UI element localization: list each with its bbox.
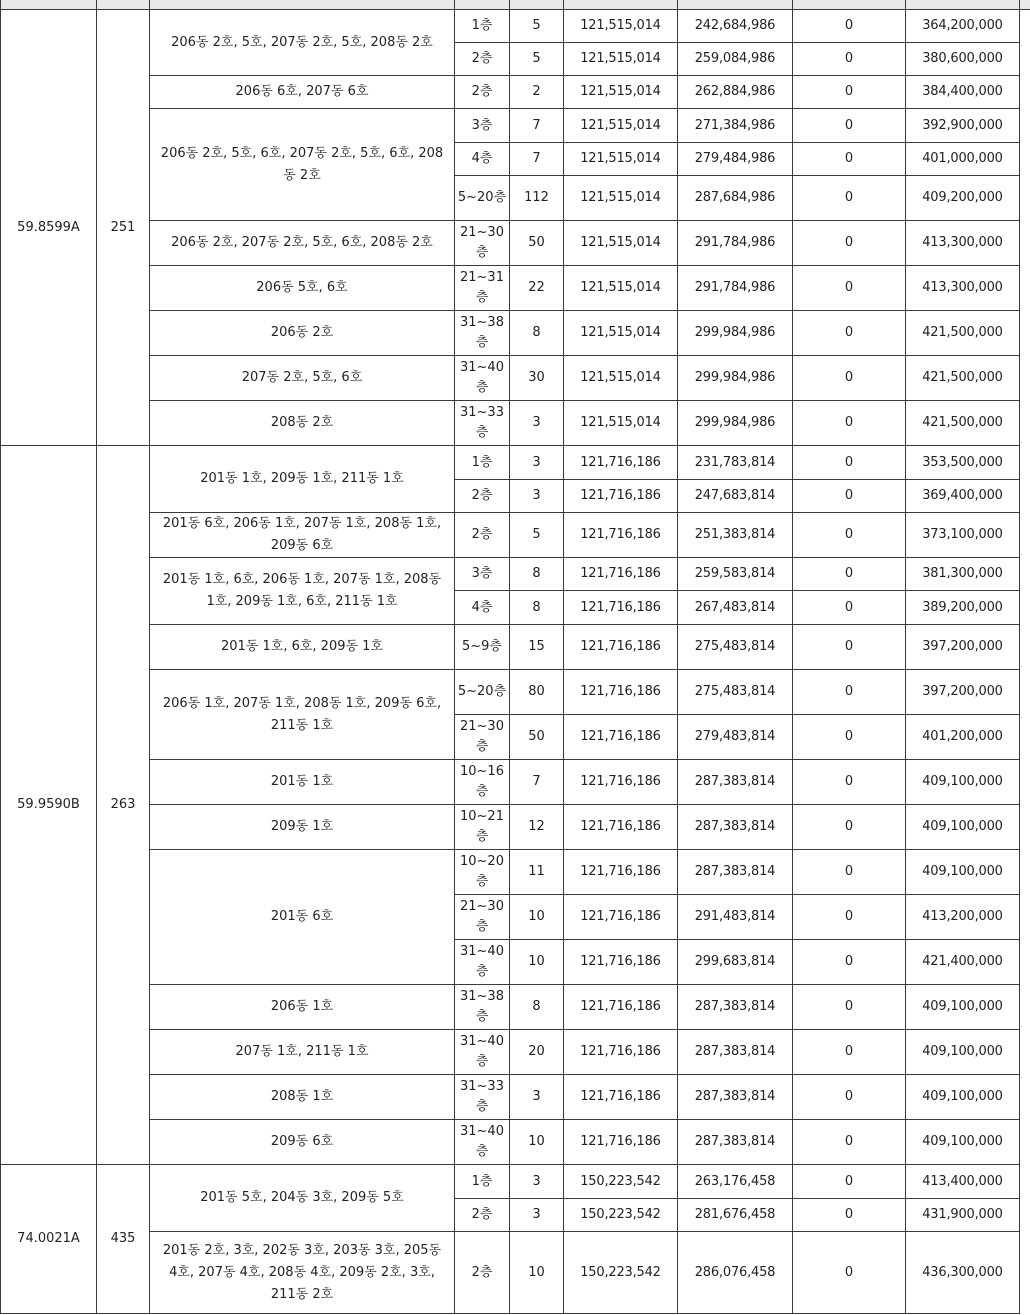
floor-cell: 21~30층 bbox=[455, 895, 510, 940]
building-unit-cell: 201동 2호, 3호, 202동 3호, 203동 3호, 205동 4호, 207동 4호, 208동 4호, 209동 2호, 3호, 211동 2호 bbox=[150, 1232, 455, 1314]
units-cell: 3 bbox=[510, 401, 564, 446]
total-price-cell: 384,400,000 bbox=[906, 76, 1020, 109]
table-row bbox=[1, 670, 1030, 715]
building-price-cell: 262,884,986 bbox=[678, 76, 793, 109]
building-unit-cell: 208동 1호 bbox=[150, 1075, 455, 1120]
total-price-cell: 364,200,000 bbox=[906, 10, 1020, 43]
vat-cell: 0 bbox=[793, 1075, 906, 1120]
floor-cell: 21~30층 bbox=[455, 715, 510, 760]
floor-cell: 5~9층 bbox=[455, 625, 510, 670]
unit-count-cell: 435 bbox=[97, 1165, 150, 1314]
floor-cell: 10~20층 bbox=[455, 850, 510, 895]
units-cell: 50 bbox=[510, 221, 564, 266]
total-price-cell: 421,500,000 bbox=[906, 356, 1020, 401]
land-price-cell: 121,716,186 bbox=[564, 1120, 678, 1165]
vat-cell: 0 bbox=[793, 311, 906, 356]
land-price-cell: 121,716,186 bbox=[564, 558, 678, 591]
building-price-cell: 287,684,986 bbox=[678, 176, 793, 221]
table-row bbox=[1, 446, 1030, 480]
floor-cell: 21~30층 bbox=[455, 221, 510, 266]
vat-cell: 0 bbox=[793, 558, 906, 591]
total-price-cell: 409,100,000 bbox=[906, 985, 1020, 1030]
floor-cell: 2층 bbox=[455, 1232, 510, 1314]
total-price-cell: 413,400,000 bbox=[906, 1165, 1020, 1199]
vat-cell: 0 bbox=[793, 850, 906, 895]
building-price-cell: 275,483,814 bbox=[678, 670, 793, 715]
table-row bbox=[1, 805, 1030, 850]
building-price-cell: 287,383,814 bbox=[678, 1120, 793, 1165]
land-price-cell: 121,716,186 bbox=[564, 715, 678, 760]
vat-cell: 0 bbox=[793, 513, 906, 558]
floor-cell: 10~21층 bbox=[455, 805, 510, 850]
extra-column bbox=[1020, 10, 1030, 446]
land-price-cell: 121,515,014 bbox=[564, 43, 678, 76]
building-price-cell: 291,483,814 bbox=[678, 895, 793, 940]
table-row bbox=[1, 401, 1030, 446]
building-unit-cell: 206동 5호, 6호 bbox=[150, 266, 455, 311]
units-cell: 8 bbox=[510, 985, 564, 1030]
table-row bbox=[1, 513, 1030, 558]
total-price-cell: 413,200,000 bbox=[906, 895, 1020, 940]
total-price-cell: 397,200,000 bbox=[906, 670, 1020, 715]
floor-cell: 1층 bbox=[455, 1165, 510, 1199]
land-price-cell: 121,515,014 bbox=[564, 266, 678, 311]
building-unit-cell: 208동 2호 bbox=[150, 401, 455, 446]
units-cell: 8 bbox=[510, 558, 564, 591]
total-price-cell: 409,100,000 bbox=[906, 1120, 1020, 1165]
table-row bbox=[1, 1030, 1030, 1075]
building-price-cell: 279,484,986 bbox=[678, 143, 793, 176]
vat-cell: 0 bbox=[793, 446, 906, 480]
floor-cell: 2층 bbox=[455, 76, 510, 109]
building-price-cell: 281,676,458 bbox=[678, 1199, 793, 1232]
units-cell: 15 bbox=[510, 625, 564, 670]
extra-column bbox=[1020, 446, 1030, 1165]
building-unit-cell: 206동 2호, 5호, 207동 2호, 5호, 208동 2호 bbox=[150, 10, 455, 76]
building-price-cell: 291,784,986 bbox=[678, 221, 793, 266]
building-unit-cell: 201동 6호, 206동 1호, 207동 1호, 208동 1호, 209동 6호 bbox=[150, 513, 455, 558]
land-price-cell: 121,716,186 bbox=[564, 760, 678, 805]
total-price-cell: 421,500,000 bbox=[906, 401, 1020, 446]
table-row bbox=[1, 311, 1030, 356]
total-price-cell: 436,300,000 bbox=[906, 1232, 1020, 1314]
table-row bbox=[1, 76, 1030, 109]
unit-count-cell: 251 bbox=[97, 10, 150, 446]
floor-cell: 2층 bbox=[455, 480, 510, 513]
vat-cell: 0 bbox=[793, 109, 906, 143]
floor-cell: 5~20층 bbox=[455, 176, 510, 221]
total-price-cell: 409,100,000 bbox=[906, 760, 1020, 805]
land-price-cell: 121,716,186 bbox=[564, 1075, 678, 1120]
units-cell: 12 bbox=[510, 805, 564, 850]
units-cell: 10 bbox=[510, 895, 564, 940]
floor-cell: 1층 bbox=[455, 446, 510, 480]
vat-cell: 0 bbox=[793, 1030, 906, 1075]
vat-cell: 0 bbox=[793, 1232, 906, 1314]
units-cell: 50 bbox=[510, 715, 564, 760]
total-price-cell: 401,200,000 bbox=[906, 715, 1020, 760]
vat-cell: 0 bbox=[793, 10, 906, 43]
building-unit-cell: 206동 1호 bbox=[150, 985, 455, 1030]
floor-cell: 2층 bbox=[455, 43, 510, 76]
units-cell: 11 bbox=[510, 850, 564, 895]
units-cell: 10 bbox=[510, 940, 564, 985]
floor-cell: 10~16층 bbox=[455, 760, 510, 805]
building-unit-cell: 207동 2호, 5호, 6호 bbox=[150, 356, 455, 401]
building-unit-cell: 209동 6호 bbox=[150, 1120, 455, 1165]
building-price-cell: 299,683,814 bbox=[678, 940, 793, 985]
table-row bbox=[1, 1165, 1030, 1199]
vat-cell: 0 bbox=[793, 176, 906, 221]
total-price-cell: 369,400,000 bbox=[906, 480, 1020, 513]
building-price-cell: 275,483,814 bbox=[678, 625, 793, 670]
unit-type-cell: 59.8599A bbox=[1, 10, 97, 446]
total-price-cell: 409,100,000 bbox=[906, 1030, 1020, 1075]
building-price-cell: 286,076,458 bbox=[678, 1232, 793, 1314]
floor-cell: 31~33층 bbox=[455, 1075, 510, 1120]
building-price-cell: 287,383,814 bbox=[678, 850, 793, 895]
table-row bbox=[1, 266, 1030, 311]
vat-cell: 0 bbox=[793, 760, 906, 805]
floor-cell: 21~31층 bbox=[455, 266, 510, 311]
units-cell: 3 bbox=[510, 1199, 564, 1232]
units-cell: 7 bbox=[510, 760, 564, 805]
land-price-cell: 121,716,186 bbox=[564, 985, 678, 1030]
table-row bbox=[1, 109, 1030, 143]
vat-cell: 0 bbox=[793, 221, 906, 266]
vat-cell: 0 bbox=[793, 985, 906, 1030]
total-price-cell: 413,300,000 bbox=[906, 266, 1020, 311]
total-price-cell: 373,100,000 bbox=[906, 513, 1020, 558]
units-cell: 2 bbox=[510, 76, 564, 109]
building-unit-cell: 201동 1호, 6호, 206동 1호, 207동 1호, 208동 1호, 209동 1호, 6호, 211동 1호 bbox=[150, 558, 455, 625]
total-price-cell: 381,300,000 bbox=[906, 558, 1020, 591]
floor-cell: 31~40층 bbox=[455, 940, 510, 985]
land-price-cell: 121,515,014 bbox=[564, 76, 678, 109]
total-price-cell: 392,900,000 bbox=[906, 109, 1020, 143]
total-price-cell: 413,300,000 bbox=[906, 221, 1020, 266]
building-price-cell: 247,683,814 bbox=[678, 480, 793, 513]
building-price-cell: 287,383,814 bbox=[678, 1030, 793, 1075]
floor-cell: 5~20층 bbox=[455, 670, 510, 715]
land-price-cell: 121,716,186 bbox=[564, 446, 678, 480]
total-price-cell: 389,200,000 bbox=[906, 591, 1020, 625]
vat-cell: 0 bbox=[793, 266, 906, 311]
building-unit-cell: 201동 5호, 204동 3호, 209동 5호 bbox=[150, 1165, 455, 1232]
building-unit-cell: 206동 1호, 207동 1호, 208동 1호, 209동 6호, 211동 1호 bbox=[150, 670, 455, 760]
unit-count-cell: 263 bbox=[97, 446, 150, 1165]
total-price-cell: 421,500,000 bbox=[906, 311, 1020, 356]
table-row bbox=[1, 1120, 1030, 1165]
units-cell: 3 bbox=[510, 446, 564, 480]
land-price-cell: 121,716,186 bbox=[564, 850, 678, 895]
floor-cell: 3층 bbox=[455, 109, 510, 143]
land-price-cell: 121,716,186 bbox=[564, 940, 678, 985]
table-row bbox=[1, 10, 1030, 43]
vat-cell: 0 bbox=[793, 356, 906, 401]
vat-cell: 0 bbox=[793, 940, 906, 985]
building-price-cell: 287,383,814 bbox=[678, 1075, 793, 1120]
floor-cell: 4층 bbox=[455, 591, 510, 625]
total-price-cell: 431,900,000 bbox=[906, 1199, 1020, 1232]
building-unit-cell: 206동 2호, 5호, 6호, 207동 2호, 5호, 6호, 208동 2호 bbox=[150, 109, 455, 221]
table-row bbox=[1, 221, 1030, 266]
units-cell: 3 bbox=[510, 1075, 564, 1120]
building-price-cell: 231,783,814 bbox=[678, 446, 793, 480]
unit-type-cell: 59.9590B bbox=[1, 446, 97, 1165]
building-price-cell: 242,684,986 bbox=[678, 10, 793, 43]
building-unit-cell: 201동 1호, 209동 1호, 211동 1호 bbox=[150, 446, 455, 513]
units-cell: 8 bbox=[510, 591, 564, 625]
vat-cell: 0 bbox=[793, 143, 906, 176]
units-cell: 10 bbox=[510, 1232, 564, 1314]
table-row bbox=[1, 985, 1030, 1030]
building-price-cell: 299,984,986 bbox=[678, 311, 793, 356]
land-price-cell: 121,716,186 bbox=[564, 625, 678, 670]
land-price-cell: 150,223,542 bbox=[564, 1165, 678, 1199]
table-header-strip bbox=[1, 0, 1030, 10]
total-price-cell: 401,000,000 bbox=[906, 143, 1020, 176]
building-unit-cell: 209동 1호 bbox=[150, 805, 455, 850]
table-row bbox=[1, 356, 1030, 401]
building-unit-cell: 206동 2호 bbox=[150, 311, 455, 356]
units-cell: 8 bbox=[510, 311, 564, 356]
floor-cell: 4층 bbox=[455, 143, 510, 176]
vat-cell: 0 bbox=[793, 805, 906, 850]
building-price-cell: 251,383,814 bbox=[678, 513, 793, 558]
units-cell: 10 bbox=[510, 1120, 564, 1165]
table-row bbox=[1, 625, 1030, 670]
total-price-cell: 409,200,000 bbox=[906, 176, 1020, 221]
table-row bbox=[1, 1232, 1030, 1314]
vat-cell: 0 bbox=[793, 1120, 906, 1165]
land-price-cell: 121,515,014 bbox=[564, 221, 678, 266]
building-unit-cell: 206동 2호, 207동 2호, 5호, 6호, 208동 2호 bbox=[150, 221, 455, 266]
land-price-cell: 121,515,014 bbox=[564, 176, 678, 221]
building-price-cell: 271,384,986 bbox=[678, 109, 793, 143]
floor-cell: 3층 bbox=[455, 558, 510, 591]
floor-cell: 1층 bbox=[455, 10, 510, 43]
total-price-cell: 409,100,000 bbox=[906, 805, 1020, 850]
building-unit-cell: 207동 1호, 211동 1호 bbox=[150, 1030, 455, 1075]
vat-cell: 0 bbox=[793, 401, 906, 446]
vat-cell: 0 bbox=[793, 1199, 906, 1232]
table-row bbox=[1, 1075, 1030, 1120]
land-price-cell: 121,716,186 bbox=[564, 895, 678, 940]
building-unit-cell: 201동 1호 bbox=[150, 760, 455, 805]
building-price-cell: 259,583,814 bbox=[678, 558, 793, 591]
building-price-cell: 287,383,814 bbox=[678, 760, 793, 805]
total-price-cell: 409,100,000 bbox=[906, 1075, 1020, 1120]
units-cell: 22 bbox=[510, 266, 564, 311]
land-price-cell: 121,716,186 bbox=[564, 1030, 678, 1075]
land-price-cell: 121,515,014 bbox=[564, 143, 678, 176]
land-price-cell: 121,716,186 bbox=[564, 480, 678, 513]
land-price-cell: 121,515,014 bbox=[564, 356, 678, 401]
units-cell: 7 bbox=[510, 143, 564, 176]
building-unit-cell: 201동 1호, 6호, 209동 1호 bbox=[150, 625, 455, 670]
land-price-cell: 121,716,186 bbox=[564, 591, 678, 625]
vat-cell: 0 bbox=[793, 625, 906, 670]
land-price-cell: 121,515,014 bbox=[564, 311, 678, 356]
units-cell: 3 bbox=[510, 1165, 564, 1199]
vat-cell: 0 bbox=[793, 715, 906, 760]
units-cell: 80 bbox=[510, 670, 564, 715]
units-cell: 5 bbox=[510, 10, 564, 43]
building-price-cell: 287,383,814 bbox=[678, 805, 793, 850]
total-price-cell: 380,600,000 bbox=[906, 43, 1020, 76]
vat-cell: 0 bbox=[793, 1165, 906, 1199]
units-cell: 5 bbox=[510, 43, 564, 76]
floor-cell: 31~40층 bbox=[455, 356, 510, 401]
units-cell: 20 bbox=[510, 1030, 564, 1075]
land-price-cell: 150,223,542 bbox=[564, 1199, 678, 1232]
building-unit-cell: 201동 6호 bbox=[150, 850, 455, 985]
building-price-cell: 267,483,814 bbox=[678, 591, 793, 625]
extra-column bbox=[1020, 1165, 1030, 1314]
unit-type-cell: 74.0021A bbox=[1, 1165, 97, 1314]
total-price-cell: 397,200,000 bbox=[906, 625, 1020, 670]
building-price-cell: 299,984,986 bbox=[678, 401, 793, 446]
units-cell: 5 bbox=[510, 513, 564, 558]
vat-cell: 0 bbox=[793, 591, 906, 625]
building-price-cell: 287,383,814 bbox=[678, 985, 793, 1030]
building-price-cell: 291,784,986 bbox=[678, 266, 793, 311]
floor-cell: 2층 bbox=[455, 513, 510, 558]
table-row bbox=[1, 850, 1030, 895]
table-row bbox=[1, 760, 1030, 805]
building-unit-cell: 206동 6호, 207동 6호 bbox=[150, 76, 455, 109]
units-cell: 112 bbox=[510, 176, 564, 221]
vat-cell: 0 bbox=[793, 43, 906, 76]
units-cell: 30 bbox=[510, 356, 564, 401]
land-price-cell: 121,716,186 bbox=[564, 513, 678, 558]
building-price-cell: 299,984,986 bbox=[678, 356, 793, 401]
total-price-cell: 421,400,000 bbox=[906, 940, 1020, 985]
vat-cell: 0 bbox=[793, 76, 906, 109]
land-price-cell: 121,716,186 bbox=[564, 805, 678, 850]
land-price-cell: 121,515,014 bbox=[564, 10, 678, 43]
land-price-cell: 121,716,186 bbox=[564, 670, 678, 715]
table-row bbox=[1, 558, 1030, 591]
total-price-cell: 353,500,000 bbox=[906, 446, 1020, 480]
floor-cell: 31~40층 bbox=[455, 1030, 510, 1075]
building-price-cell: 259,084,986 bbox=[678, 43, 793, 76]
floor-cell: 31~38층 bbox=[455, 985, 510, 1030]
vat-cell: 0 bbox=[793, 895, 906, 940]
floor-cell: 31~38층 bbox=[455, 311, 510, 356]
building-price-cell: 279,483,814 bbox=[678, 715, 793, 760]
floor-cell: 31~40층 bbox=[455, 1120, 510, 1165]
units-cell: 7 bbox=[510, 109, 564, 143]
vat-cell: 0 bbox=[793, 670, 906, 715]
land-price-cell: 121,515,014 bbox=[564, 401, 678, 446]
land-price-cell: 150,223,542 bbox=[564, 1232, 678, 1314]
total-price-cell: 409,100,000 bbox=[906, 850, 1020, 895]
land-price-cell: 121,515,014 bbox=[564, 109, 678, 143]
building-price-cell: 263,176,458 bbox=[678, 1165, 793, 1199]
vat-cell: 0 bbox=[793, 480, 906, 513]
units-cell: 3 bbox=[510, 480, 564, 513]
floor-cell: 31~33층 bbox=[455, 401, 510, 446]
floor-cell: 2층 bbox=[455, 1199, 510, 1232]
